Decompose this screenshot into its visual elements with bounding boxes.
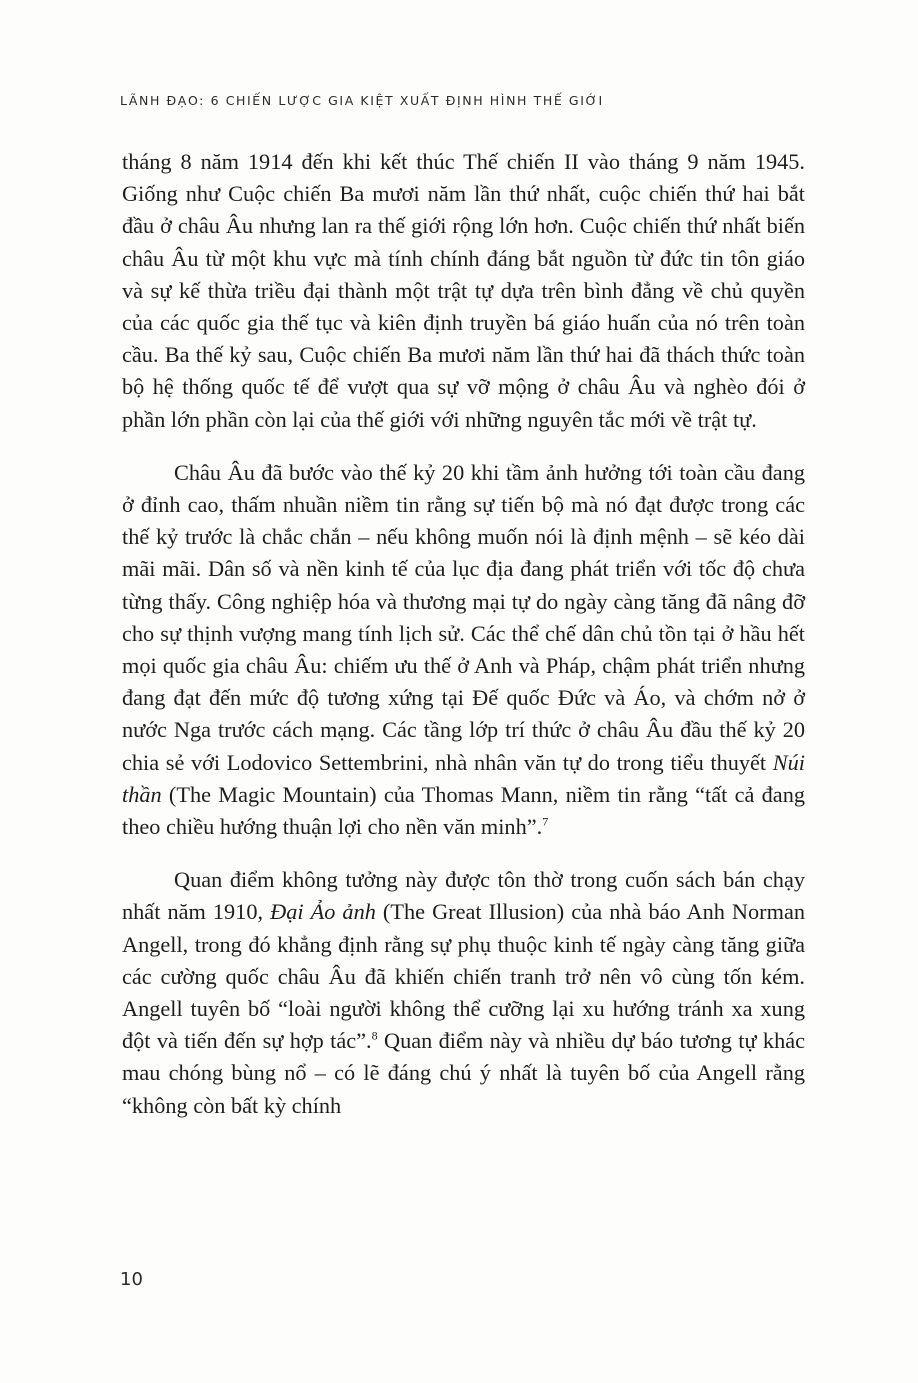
paragraph-3 <box>122 864 805 1122</box>
paragraph-2-text-b: (The Magic Mountain) của Thomas Mann, niềm tin rằng “tất cả đang theo chiều hướng thuận lợi cho nền văn minh”. <box>122 781 805 840</box>
book-title-dai-ao-anh: Đại Ảo ảnh <box>270 899 376 925</box>
paragraph-1 <box>122 146 805 436</box>
body-text <box>122 146 805 1122</box>
footnote-marker-7: 7 <box>542 814 549 829</box>
paragraph-2-text-a: Châu Âu đã bước vào thế kỷ 20 khi tầm ảnh hưởng tới toàn cầu đang ở đỉnh cao, thấm nhuần niềm tin rằng sự tiến bộ mà nó đạt được trong các thế kỷ trước là chắc chắn – nếu không muốn nói là định mệnh – sẽ kéo dài mãi mãi. Dân số và nền kinh tế của lục địa đang phát triển với tốc độ chưa từng thấy. Công nghiệp hóa và thương mại tự do ngày càng tăng đã nâng đỡ cho sự thịnh vượng mang tính lịch sử. Các thể chế dân chủ tồn tại ở hầu hết mọi quốc gia châu Âu: chiếm ưu thế ở Anh và Pháp, chậm phát triển nhưng đang đạt đến mức độ tương xứng tại Đế quốc Đức và Áo, và chớm nở ở nước Nga trước cách mạng. Các tầng lớp trí thức ở châu Âu đầu thế kỷ 20 chia sẻ với Lodovico Settembrini, nhà nhân văn tự do trong tiểu thuyết <box>122 459 805 775</box>
page-number: 10 <box>120 1269 143 1290</box>
paragraph-3-text-a: Quan điểm không tưởng này được tôn thờ trong cuốn sách bán chạy nhất năm 1910, <box>122 867 805 925</box>
paragraph-2 <box>122 457 805 843</box>
footnote-marker-8: 8 <box>371 1028 378 1043</box>
paragraph-1-text: tháng 8 năm 1914 đến khi kết thúc Thế chiến II vào tháng 9 năm 1945. Giống như Cuộc chiến Ba mươi năm lần thứ nhất, cuộc chiến thứ hai bắt đầu ở châu Âu nhưng lan ra thế giới rộng lớn hơn. Cuộc chiến thứ nhất biến châu Âu từ một khu vực mà tính chính đáng bắt nguồn từ đức tin tôn giáo và sự kế thừa triều đại thành một trật tự dựa trên bình đẳng về chủ quyền của các quốc gia thế tục và kiên định truyền bá giáo huấn của nó trên toàn cầu. Ba thế kỷ sau, Cuộc chiến Ba mươi năm lần thứ hai đã thách thức toàn bộ hệ thống quốc tế để vượt qua sự vỡ mộng ở châu Âu và nghèo đói ở phần lớn phần còn lại của thế giới với những nguyên tắc mới về trật tự. <box>122 149 805 432</box>
book-title-nui-than: Núi thần <box>122 749 805 807</box>
paragraph-3-text-b: (The Great Illusion) của nhà báo Anh Norman Angell, trong đó khẳng định rằng sự phụ thuộc kinh tế ngày càng tăng giữa các cường quốc châu Âu đã khiến chiến tranh trở nên vô cùng tốn kém. Angell tuyên bố “loài người không thể cưỡng lại xu hướng tránh xa xung đột và tiến đến sự hợp tác”. <box>122 899 805 1054</box>
paragraph-3-text-c: Quan điểm này và nhiều dự báo tương tự khác mau chóng bùng nổ – có lẽ đáng chú ý nhất là tuyên bố của Angell rằng “không còn bất kỳ chính <box>122 1028 806 1118</box>
running-header: LÃNH ĐẠO: 6 CHIẾN LƯỢC GIA KIỆT XUẤT ĐỊNH HÌNH THẾ GIỚI <box>120 93 604 108</box>
